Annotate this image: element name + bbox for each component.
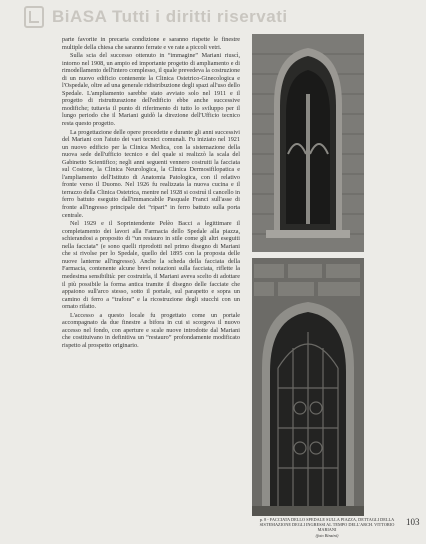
photo-arched-doorway-image	[252, 258, 364, 516]
caption-credit: (foto Binzini)	[315, 532, 339, 538]
watermark-text: BiASA Tutti i diritti riservati	[52, 7, 288, 26]
watermark	[24, 6, 402, 28]
caption-text: p. 8 - FACCIATA DELLO SPEDALE SULLA PIAZZA, DETTAGLI DELLA SISTEMAZIONE DEGLI INGRESSI AL TEMPO DELL'ARCH. VITTORIO MARIANI	[259, 517, 395, 533]
paragraph: Nel 1929 e il Soprintendente Pelèo Bacci a legittimare il completamento dei lavori alla Farmacia dello Spedale alla piazza, schierandosi a proposito di “un restauro in stile come gli altri eseguiti nella facciata” (e sono quelli riprodotti nel primo disegno di Mariani che si rivolse per lo Spedale, quello del 1895 con la proposta delle nuove lanterne all'ingresso). Anche la scheda della facciata della Farmacia, contenente alcune brevi notazioni sulla facciata, riflette la medesima sensibilità: per costruirla, il Mariani aveva scelto di adottare il più possibile la forma antica tramite il disegno delle facciate che appaiono sull'arco stesso, sotto il portale, sul parapetto e sopra un camino di ferro a “trafora” e la ricostruzione degli stucchi con un ornato rifatto.	[62, 220, 240, 311]
paragraph: L'accesso a questo locale fu progettato come un portale accompagnato da due finestre a bifora in cui si scorgeva il nuovo accesso nel fondo, con aperture e scale nuove introdotte dal Mariani che costituivano in definitiva un “restauro” profondamente modificato rispetto al prospetto originario.	[62, 311, 240, 349]
paragraph: Sulla scia del successo ottenuto in “immagine” Mariani riuscì, intorno nel 1908, un ampio ed importante progetto di ampliamento e di rimodellamento dell'intero complesso, il quale prevedeva la costruzione di un nuovo edificio contenente la Clinica Ostetrico-Ginecologica e l'Ospedale, oltre ad una generale ridistribuzione degli spazi all'uso dello Spedale. L'ampliamento sarebbe stato avviato solo nel 1911 e il progetto di ristrutturazione dell'edificio ebbe anche successive modifiche; tuttavia il punto di riferimento di tutto lo sviluppo per il lungo periodo che il Mariani guidò la direzione dell'Ufficio tecnico resta questo progetto.	[62, 52, 240, 128]
photo-gothic-window-image	[252, 34, 364, 252]
paragraph: parte favorite in precaria condizione e saranno rispette le finestre multiple della chiesa che saranno ferrate e ve rate a piccoli vetri.	[62, 36, 240, 51]
figure-caption	[252, 517, 402, 538]
watermark-logo-icon	[24, 6, 44, 28]
photo-arched-doorway	[252, 258, 364, 516]
paragraph: La progettazione delle opere procedette e durante gli anni successivi del Mariani con l'aiuto dei vari tecnici comunali. Fu iniziato nel 1921 un nuovo edificio per la Clinica Medica, con la sistemazione della nuova sede dell'ufficio tecnico e del quale si realizzò la scala del Gabinetto Scientifico; negli anni seguenti vennero costruiti la facciata sul Costone, la Clinica Neurologica, la Clinica Dermosifilopatica e l'ampliamento dell'Istituto di Anatomia Patologica, con il relativo fronte verso il Duomo. Nel 1926 fu realizzata la nuova cucina e il terrazzo della Clinica Ostetrica, mentre nel 1928 si costruì il cancello in ferro battuto eseguito dall'immancabile Pasquale Franci sull'asse di fronte all'ingresso principale dei “ripari” in ferro battuto sulla porta centrale.	[62, 128, 240, 219]
body-text-column	[62, 36, 240, 514]
photo-gothic-window	[252, 34, 364, 252]
page-number: 103	[406, 517, 420, 527]
